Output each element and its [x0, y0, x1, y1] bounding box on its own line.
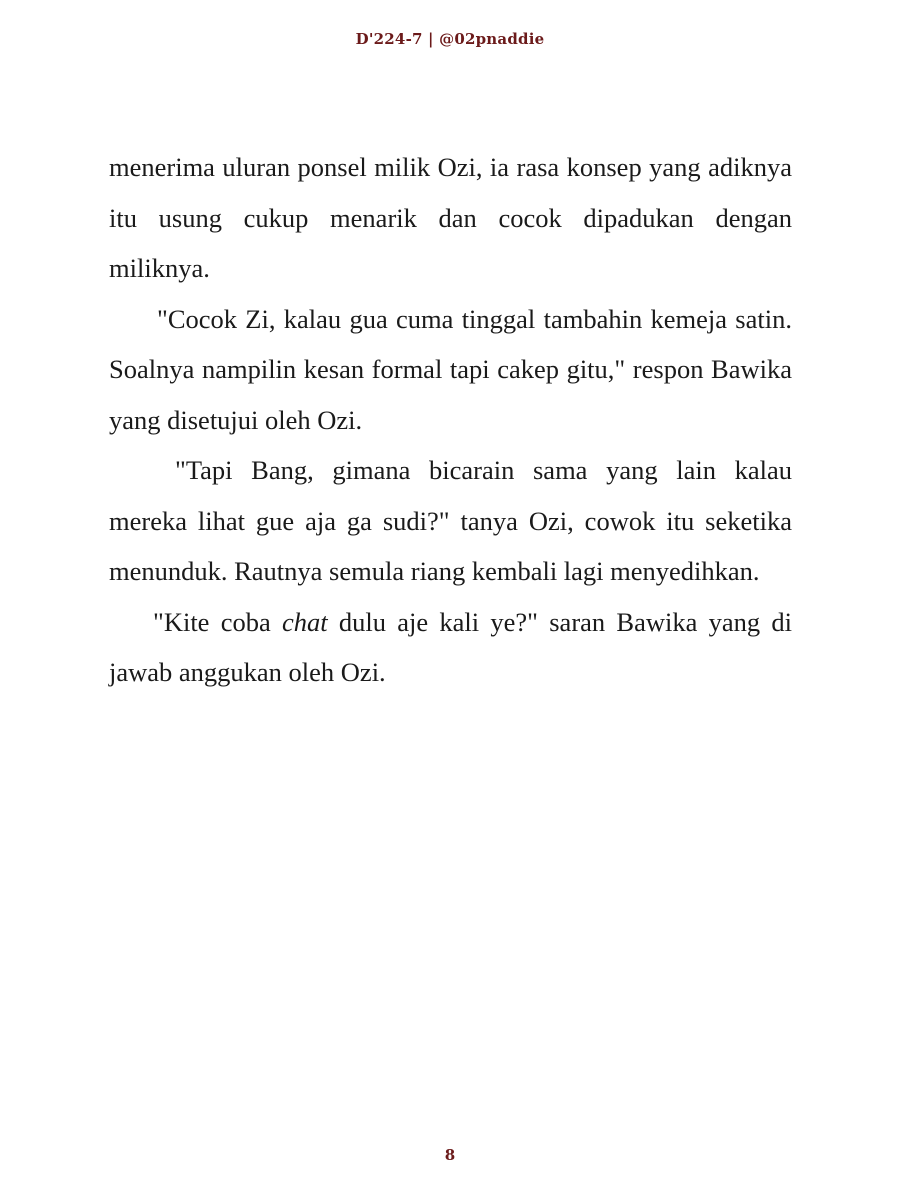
paragraph-2: "Cocok Zi, kalau gua cuma tinggal tambahin kemeja satin. Soalnya nampilin kesan formal tapi cakep gitu," respon Bawika yang disetujui oleh Ozi. — [109, 303, 792, 435]
paragraph-4 — [109, 597, 792, 698]
running-header: D'224-7 | @02pnaddie — [355, 30, 545, 48]
italic-word: chat — [282, 606, 328, 637]
paragraph-1: menerima uluran ponsel milik Ozi, ia rasa konsep yang adiknya itu usung cukup menarik dan cocok dipadukan dengan miliknya. — [109, 152, 792, 283]
paragraph-4-start: "Kite coba — [153, 606, 282, 637]
paragraph-4-end: dulu aje kali ye?" saran Bawika yang di jawab anggukan oleh Ozi. — [109, 606, 793, 687]
page-number: 8 — [444, 1146, 456, 1164]
paragraph-3: "Tapi Bang, gimana bicarain sama yang lain kalau mereka lihat gue aja ga sudi?" tanya Ozi, cowok itu seketika menunduk. Rautnya semula riang kembali lagi menyedihkan. — [109, 455, 792, 586]
page-body — [109, 142, 792, 698]
